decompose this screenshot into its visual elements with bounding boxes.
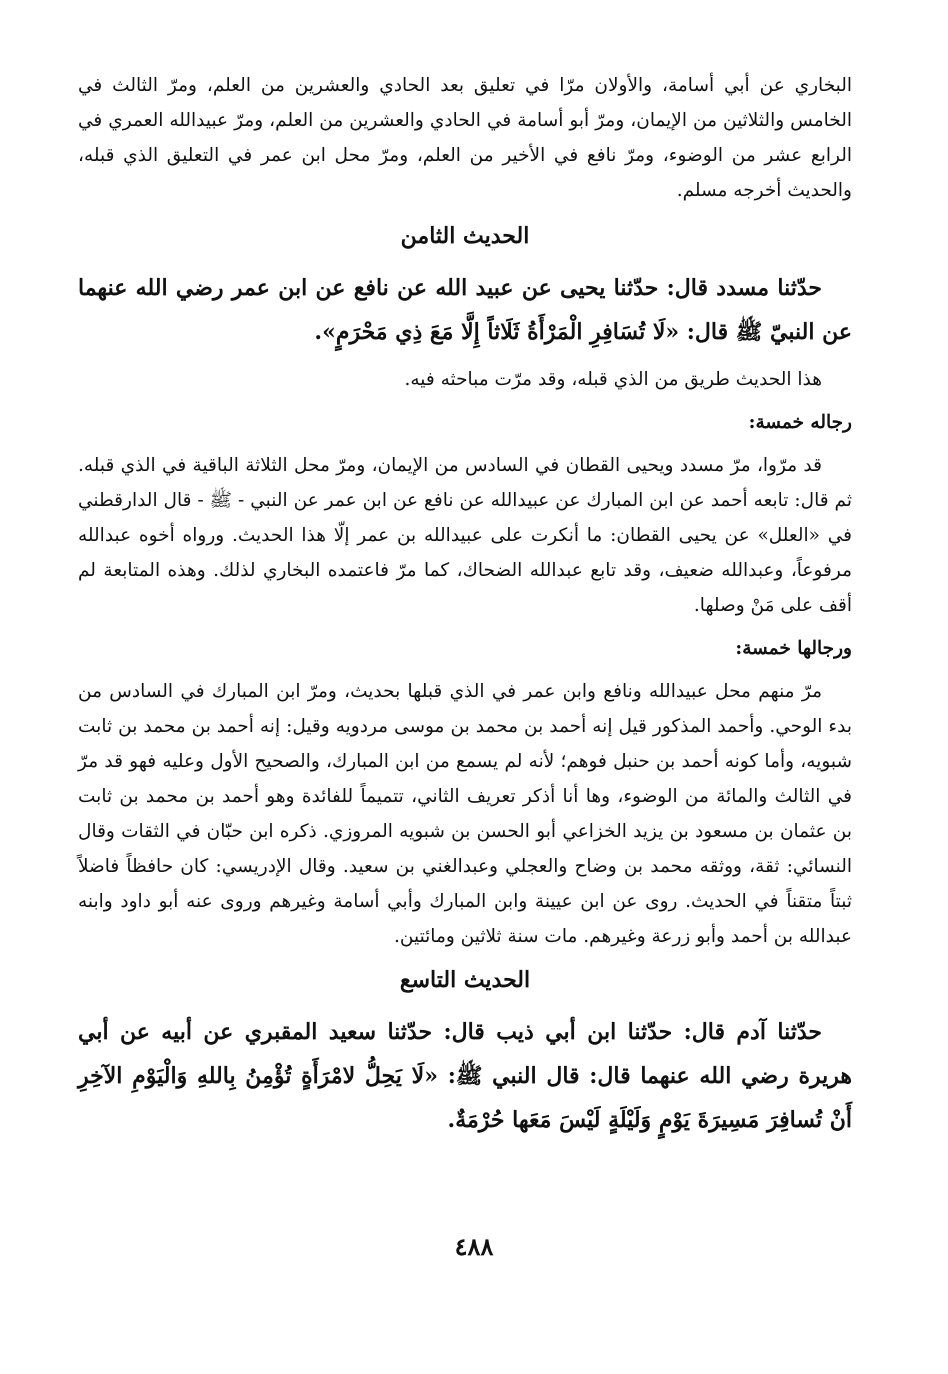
- subheading-narrators: رجاله خمسة:: [748, 412, 852, 433]
- note-eighth: هذا الحديث طريق من الذي قبله، وقد مرّت مباحثه فيه.: [404, 369, 822, 390]
- hadith-eighth-text: حدّثنا مسدد قال: حدّثنا يحيى عن عبيد الله عن نافع عن ابن عمر رضي الله عنهما عن النبيّ ﷺ قال: «لَا تُسَافِرِ الْمَرْأَةُ ثَلَاثاً إِلَّا مَعَ ذِي مَحْرَمٍ».: [78, 275, 852, 345]
- paragraph-chain-narrators: مرّ منهم محل عبيدالله ونافع وابن عمر في الذي قبلها بحديث، ومرّ ابن المبارك في السادس من بدء الوحي. وأحمد المذكور قيل إنه أحمد بن محمد بن موسى مردويه وقيل: إنه أحمد بن محمد بن ثابت شبويه، وأما كونه أحمد بن حنبل فوهم؛ لأنه لم يسمع من ابن المبارك، والصحيح الأول وعليه فهو قد مرّ في الثالث والمائة من الوضوء، وها أنا أذكر تعريف الثاني، تتميماً للفائدة وهو أحمد بن محمد بن ثابت بن عثمان بن مسعود بن يزيد الخزاعي أبو الحسن بن شبويه المروزي. ذكره ابن حبّان في الثقات وقال النسائي: ثقة، ووثقه محمد بن وضاح والعجلي وعبدالغني بن سعيد. وقال الإدريسي: كان حافظاً فاضلاً ثبتاً متقناً في الحديث. روى عن ابن عيينة وابن المبارك وأبي أسامة وغيرهم وروى عنه أبو داود وابنه عبدالله بن أحمد وأبو زرعة وغيرهم. مات سنة ثلاثين ومائتين.: [78, 681, 852, 947]
- paragraph-intro: البخاري عن أبي أسامة، والأولان مرّا في تعليق بعد الحادي والعشرين من العلم، ومرّ الثالث في الخامس والثلاثين من الإيمان، ومرّ أبو أسامة في الحادي والعشرين من العلم، ومرّ عبيدالله العمري في الرابع عشر من الوضوء، ومرّ نافع في الأخير من العلم، ومرّ محل ابن عمر في التعليق الذي قبله، والحديث أخرجه مسلم.: [78, 75, 852, 201]
- subheading-chain-narrators: ورجالها خمسة:: [735, 638, 852, 659]
- heading-hadith-ninth: الحديث التاسع: [399, 967, 531, 993]
- hadith-ninth-text: حدّثنا آدم قال: حدّثنا ابن أبي ذيب قال: حدّثنا سعيد المقبري عن أبيه عن أبي هريرة رضي الله عنهما قال: قال النبي ﷺ: «لَا يَحِلُّ لامْرَأَةٍ تُؤْمِنُ بِاللهِ وَالْيَوْمِ الآخِرِ أَنْ تُسافِرَ مَسِيرَةَ يَوْمٍ وَلَيْلَةٍ لَيْسَ مَعَها حُرْمَةٌ.: [78, 1019, 852, 1133]
- page-number: ٤٨٨: [454, 1232, 494, 1261]
- heading-hadith-eighth: الحديث الثامن: [400, 223, 530, 249]
- paragraph-narrators: قد مرّوا، مرّ مسدد ويحيى القطان في السادس من الإيمان، ومرّ محل الثلاثة الباقية في الذي قبله. ثم قال: تابعه أحمد عن ابن المبارك عن عبيدالله عن نافع عن ابن عمر عن النبي - ﷺ - قال الدارقطني في «العلل» عن يحيى القطان: ما أنكرت على عبيدالله بن عمر إلّا هذا الحديث. ورواه أخوه عبدالله مرفوعاً، وعبدالله ضعيف، وقد تابع عبدالله الضحاك، كما مرّ فاعتمده البخاري لذلك. وهذه المتابعة لم أقف على مَنْ وصلها.: [78, 455, 852, 616]
